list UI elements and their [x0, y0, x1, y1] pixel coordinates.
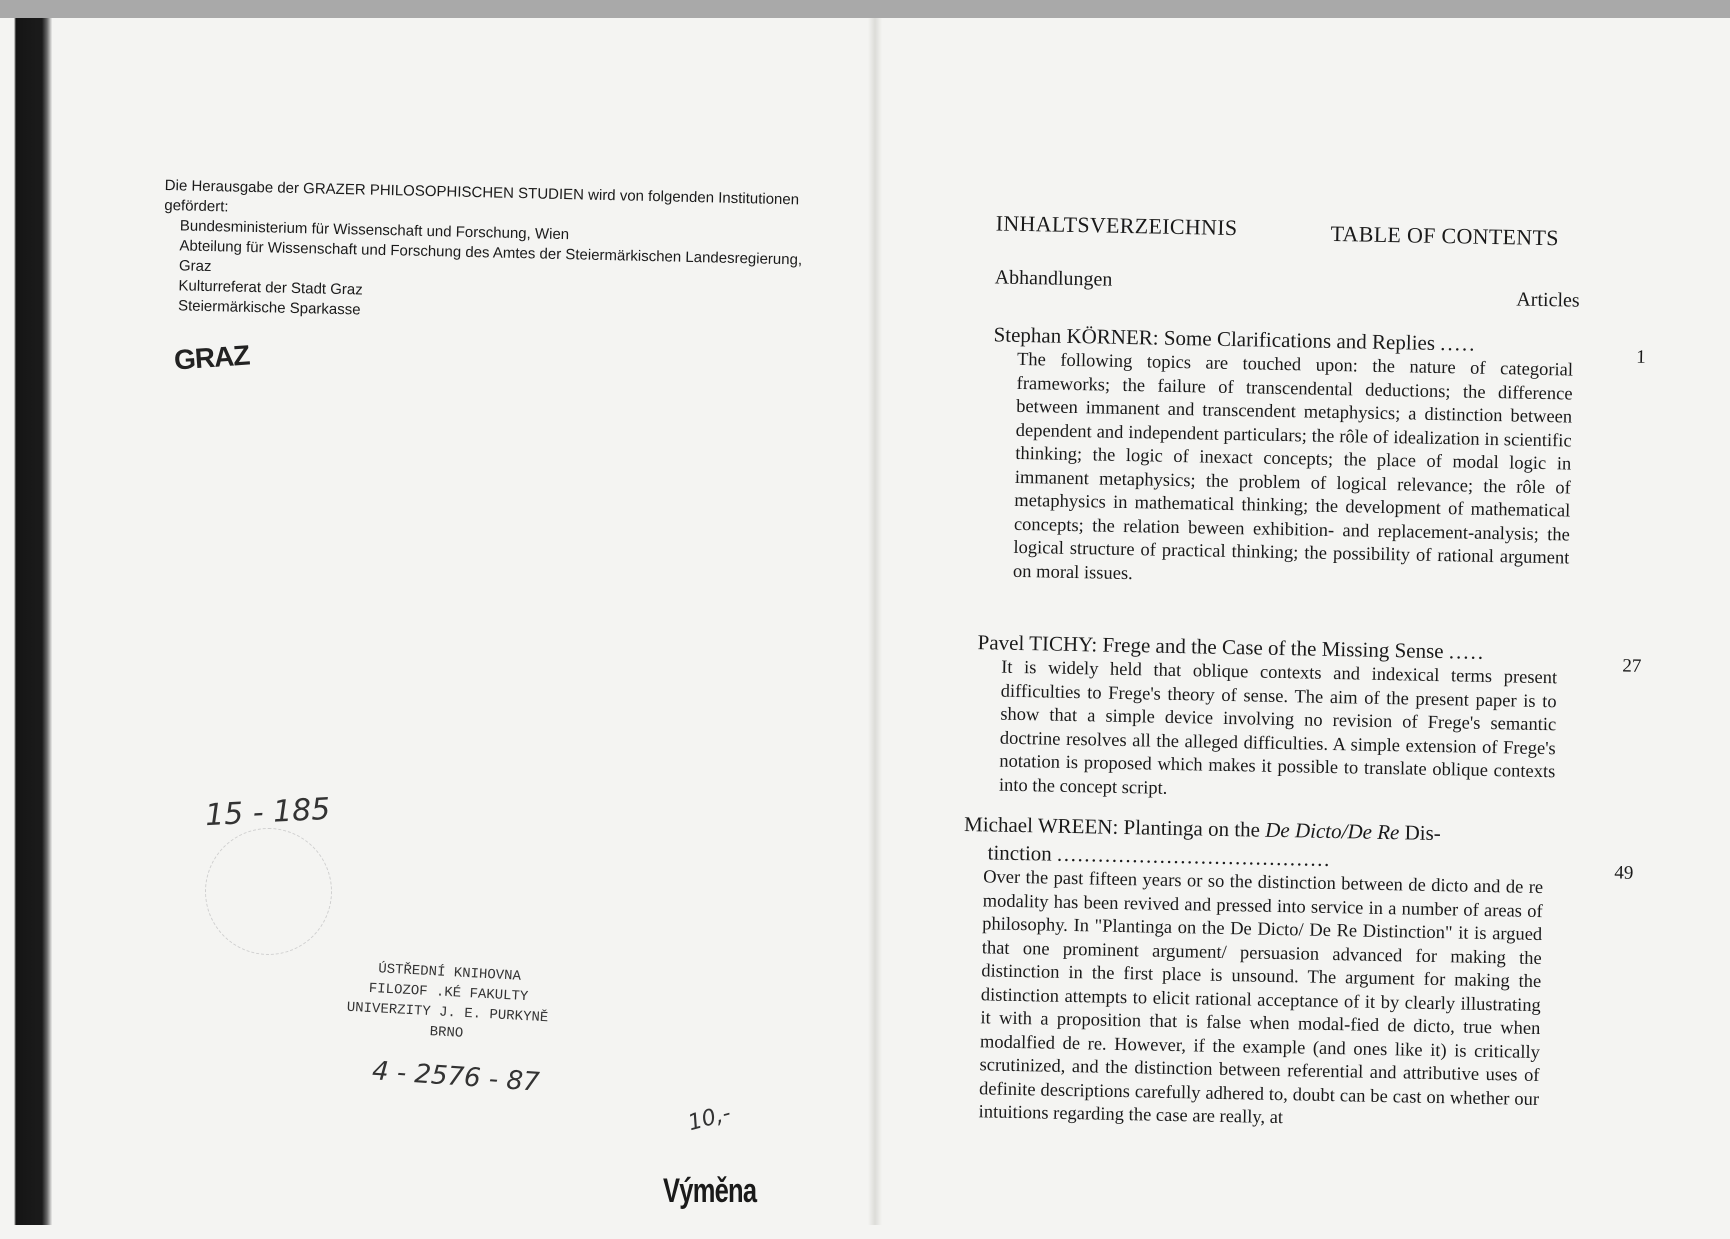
stamp-line: UNIVERZITY J. E. PURKYNĚ [346, 999, 549, 1027]
sponsor-item: Abteilung für Wissenschaft und Forschung des Amtes der Steiermärkischen Landesregierung, Graz [178, 237, 803, 276]
stamp-line: BRNO [429, 1024, 464, 1042]
section-label-english: Articles [1516, 288, 1580, 312]
library-stamp [316, 956, 580, 1049]
page-gutter [868, 18, 882, 1225]
sponsor-item: Steiermärkische Sparkasse [177, 297, 361, 319]
handwritten-number: 15 - 185 [204, 791, 332, 834]
entry-abstract: The following topics are touched upon: the nature of categorial frameworks; the failure of transcendental deductions; the difference between immanent and transcendent metaphysics; a distinction between dependent and independent particulars; the rôle of idealization in scientific thinking; the logic of inexact concepts; the place of modal logic in immanent metaphysics; the problem of logical relevance; the rôle of metaphysics in mathematical thinking; the development of mathematical concepts; the relation beween exhibition- and replacement-analysis; the logical structure of practical thinking; the possibility of rational argument on moral issues. [1012, 349, 1574, 584]
heading-german: INHALTSVERZEICHNIS [995, 210, 1238, 241]
entry-page-number: 1 [1636, 346, 1646, 368]
toc-entry [989, 320, 1574, 594]
toc-entry [958, 810, 1544, 1136]
entry-title: Stephan KÖRNER: Some Clarifications and Replies ..... [993, 322, 1477, 356]
handwritten-price: 10,- [685, 1100, 734, 1137]
entry-title: Pavel TICHY: Frege and the Case of the Missing Sense ..... [977, 630, 1486, 664]
table-of-contents-page [951, 0, 1704, 1239]
entry-page-number: 27 [1622, 655, 1642, 677]
stamp-line: FILOZOF .KÉ FAKULTY [368, 980, 529, 1006]
handwritten-accession-number: 4 - 2576 - 87 [371, 1056, 541, 1098]
section-label-german: Abhandlungen [994, 266, 1113, 291]
toc-entry [975, 628, 1558, 808]
graz-logo: GRAZ [172, 339, 251, 376]
sponsor-item: Bundesministerium für Wissenschaft und Forschung, Wien [179, 217, 570, 244]
exchange-stamp: Výměna [663, 1172, 757, 1210]
entry-title: Michael WREEN: Plantinga on the De Dicto/De Re Dis- [963, 811, 1442, 846]
entry-page-number: 49 [1614, 862, 1634, 884]
sponsor-notice [162, 176, 835, 331]
entry-abstract: Over the past fifteen years or so the distinction between de dicto and de re modality has been revived and pressed into service in a number of areas of philosophy. In "Plantinga on the De Dicto/ De Re Distinction" it is argued that one prominent argument/ persuasion advanced for making the distinction in the first place is unsound. The argument for making the distinction attempts to elicit rational acceptance of it by clearly illustrating it with a proposition that is false when modal-fied de dicto, true when modalfied de re. However, if the example (and ones like it) is critically scrutinized, and the distinction between referential and attributive uses of definite descriptions carefully adhered to, doubt can be cast on whether our intuitions regarding the case are really, at [978, 867, 1544, 1129]
entry-title-continued: tinction ........................................ [987, 840, 1332, 871]
sponsor-intro: Die Herausgabe der GRAZER PHILOSOPHISCHEN STUDIEN wird von folgenden Institutionen gefördert: [164, 176, 800, 216]
stamp-line: ÚSTŘEDNÍ KNIHOVNA [377, 961, 522, 985]
entry-abstract: It is widely held that oblique contexts and indexical terms present difficulties to Frege's theory of sense. The aim of the present paper is to show that a simple device involving no revision of Frege's semantic doctrine resolves all the alleged difficulties. A simple extension of Frege's notation is proposed which makes it possible to translate oblique contexts into the concept script. [998, 657, 1558, 799]
book-spine-shadow [0, 18, 52, 1225]
sponsor-item: Kulturreferat der Stadt Graz [178, 277, 363, 299]
faint-round-stamp [205, 828, 332, 955]
heading-english: TABLE OF CONTENTS [1330, 220, 1560, 251]
